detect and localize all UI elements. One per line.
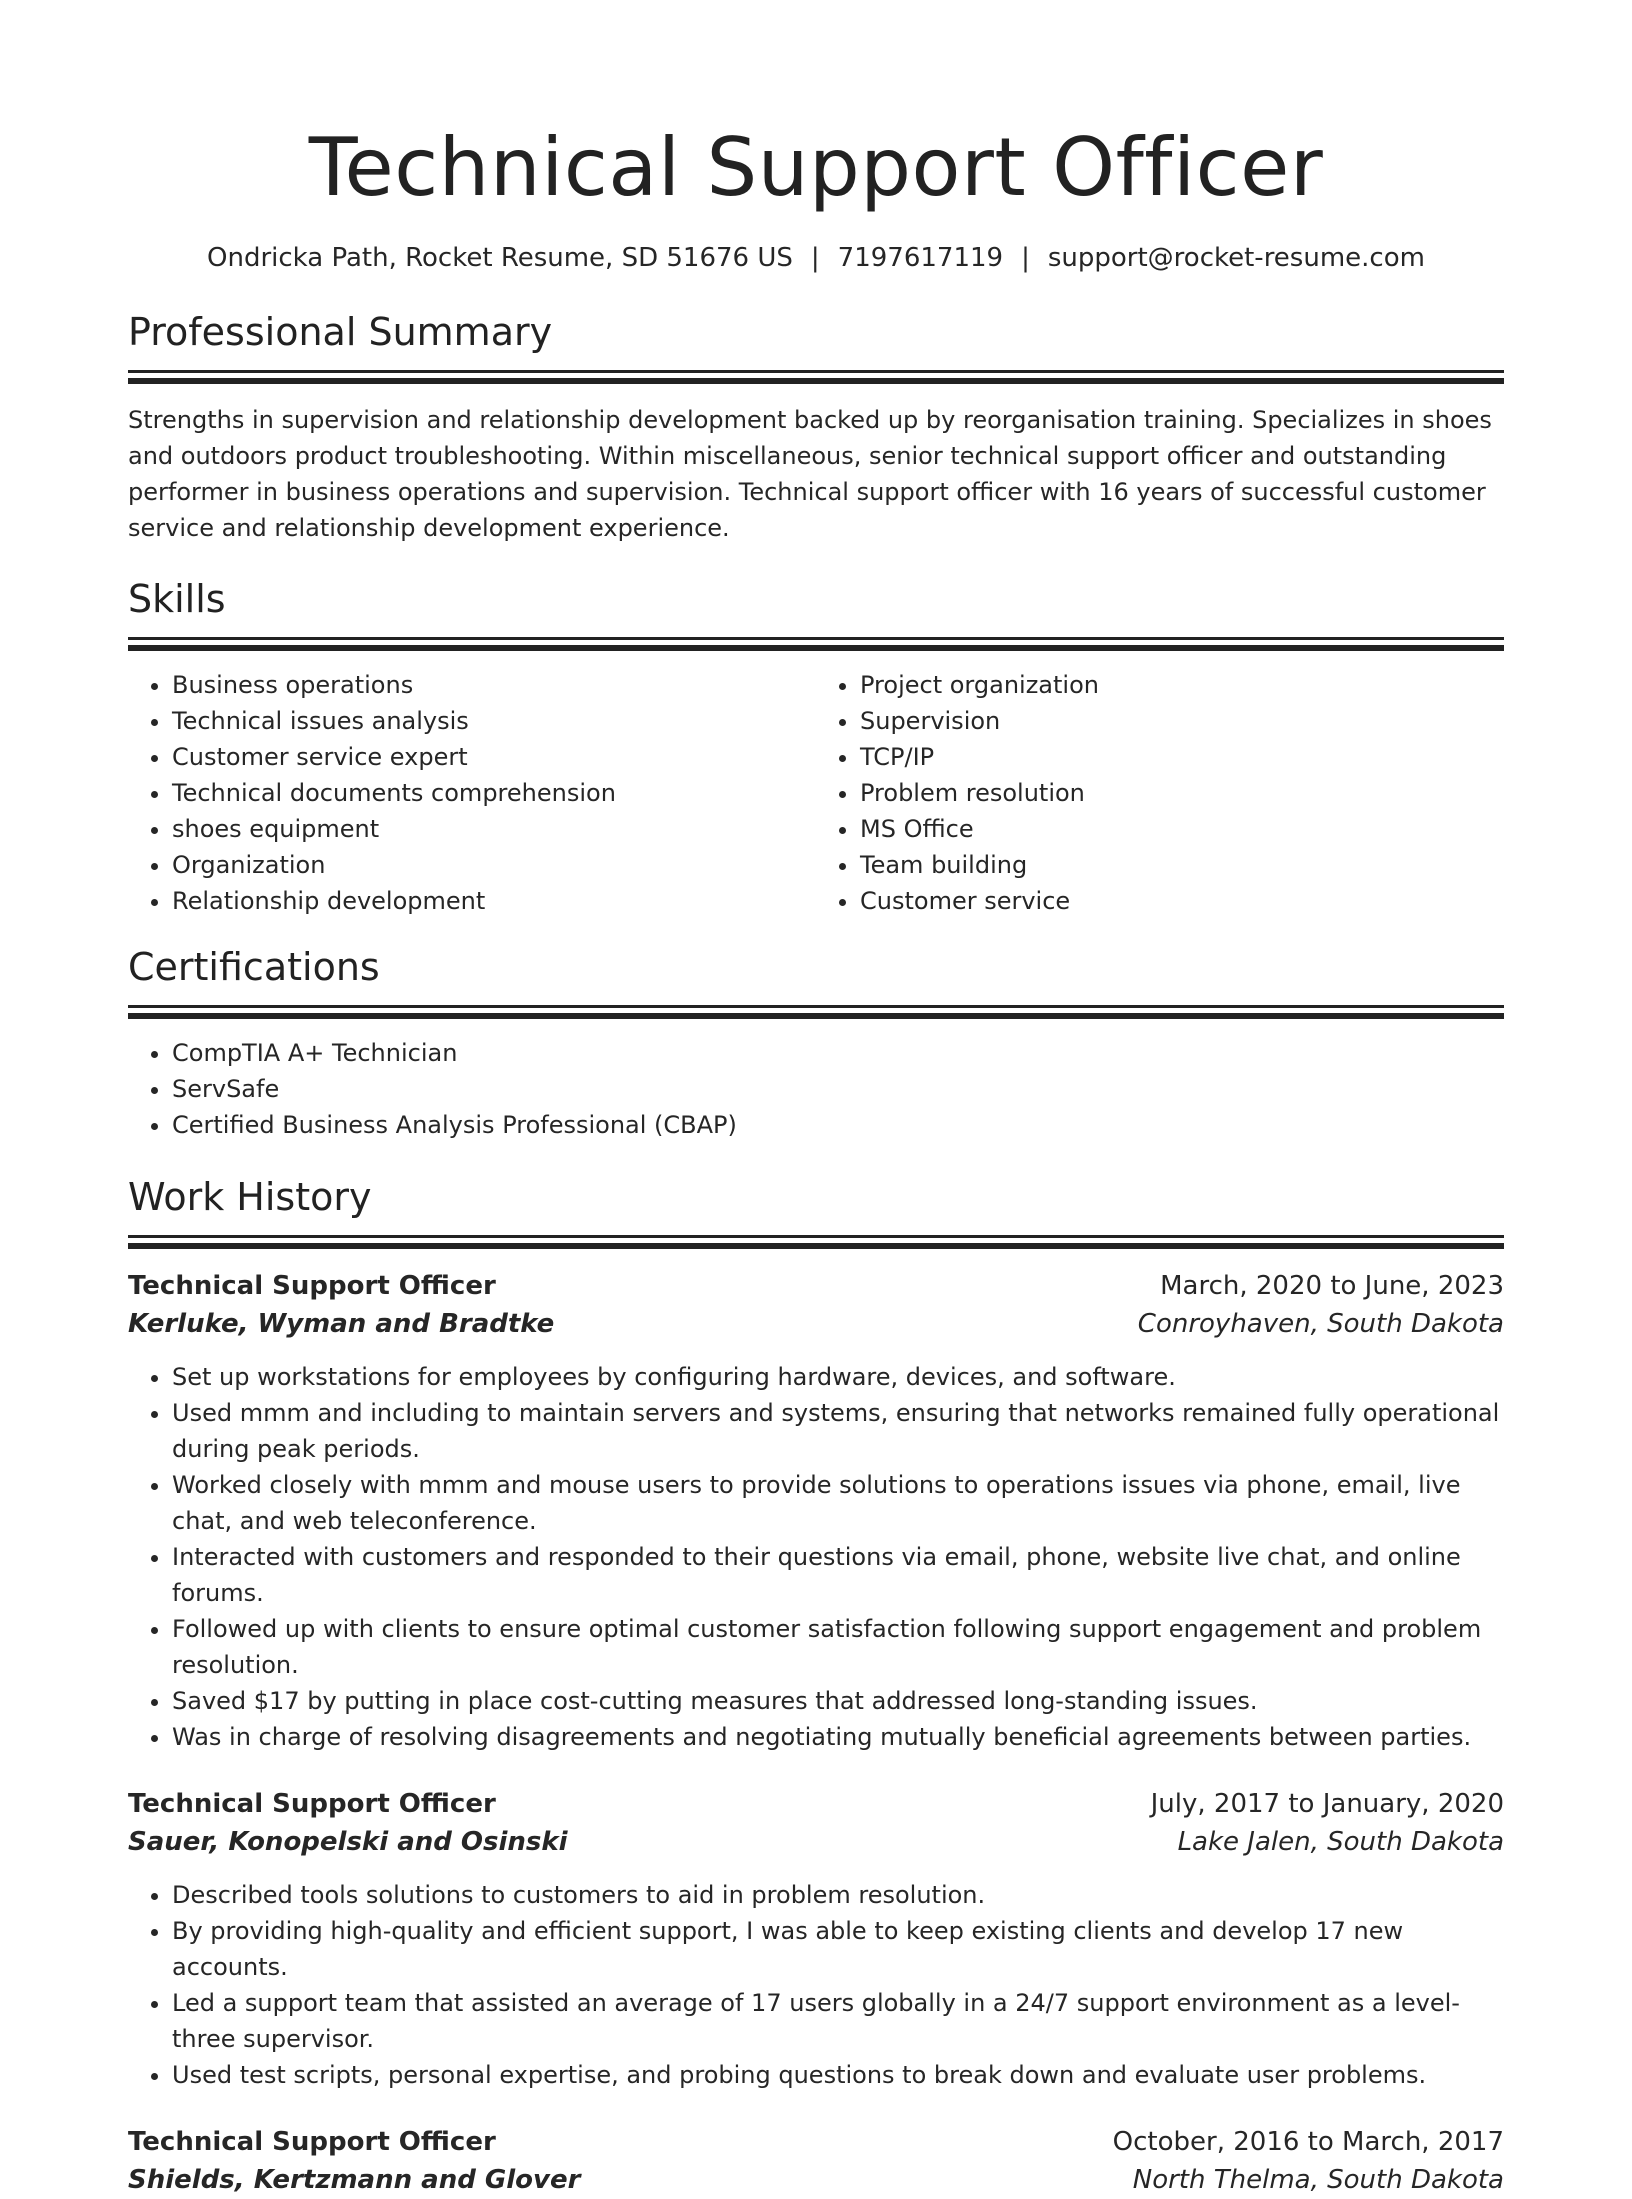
job-bullets bbox=[128, 1359, 1504, 1755]
job-bullet: • Interacted with customers and responded to their questions via email, phone, website live chat, and online forums. bbox=[172, 1539, 1504, 1611]
skill-item: • Customer service expert bbox=[172, 739, 816, 775]
certifications-section bbox=[128, 941, 1504, 1143]
certification-item: • CompTIA A+ Technician bbox=[172, 1035, 1504, 1071]
skill-item: • shoes equipment bbox=[172, 811, 816, 847]
contact-separator: | bbox=[1021, 243, 1030, 273]
skills-heading: Skills bbox=[128, 577, 226, 621]
job-location: Conroyhaven, South Dakota bbox=[1137, 1309, 1504, 1339]
skills-columns bbox=[128, 667, 1504, 919]
skills-section bbox=[128, 573, 1504, 919]
skill-item: • Supervision bbox=[860, 703, 1504, 739]
job-company: Shields, Kertzmann and Glover bbox=[128, 2165, 581, 2195]
job-company: Sauer, Konopelski and Osinski bbox=[128, 1827, 568, 1857]
section-rule bbox=[128, 637, 1504, 640]
job-location: Lake Jalen, South Dakota bbox=[1177, 1827, 1504, 1857]
section-rule-thick bbox=[128, 1243, 1504, 1249]
job-header-row bbox=[128, 1267, 1504, 1305]
certifications-heading: Certifications bbox=[128, 945, 380, 989]
job-dates: March, 2020 to June, 2023 bbox=[1160, 1271, 1504, 1301]
job-header-row bbox=[128, 1785, 1504, 1823]
skill-item: • Customer service bbox=[860, 883, 1504, 919]
job-bullet: • Used test scripts, personal expertise, and probing questions to break down and evaluate user problems. bbox=[172, 2057, 1504, 2093]
contact-address: Ondricka Path, Rocket Resume, SD 51676 US bbox=[207, 243, 793, 273]
skill-item: • Organization bbox=[172, 847, 816, 883]
skill-item: • Business operations bbox=[172, 667, 816, 703]
job-dates: July, 2017 to January, 2020 bbox=[1150, 1789, 1504, 1819]
contact-line bbox=[128, 240, 1504, 276]
job-bullet: • Followed up with clients to ensure optimal customer satisfaction following support engagement and problem resolution. bbox=[172, 1611, 1504, 1683]
job-dates: October, 2016 to March, 2017 bbox=[1112, 2127, 1504, 2157]
summary-heading: Professional Summary bbox=[128, 310, 553, 354]
skill-item: • MS Office bbox=[860, 811, 1504, 847]
job-entry bbox=[128, 1785, 1504, 2093]
skills-list-left bbox=[128, 667, 816, 919]
contact-separator: | bbox=[810, 243, 820, 273]
summary-text: Strengths in supervision and relationship development backed up by reorganisation training. Specializes in shoes and outdoors product troubleshooting. Within miscellaneous, senior technical support officer and outstanding performer in business operations and supervision. Technical support officer with 16 years of successful customer service and relationship development experience. bbox=[128, 406, 1492, 542]
job-company-row bbox=[128, 1823, 1504, 1861]
skill-item: • TCP/IP bbox=[860, 739, 1504, 775]
job-bullet: • Was in charge of resolving disagreements and negotiating mutually beneficial agreements between parties. bbox=[172, 1719, 1504, 1755]
job-bullet: • Led a support team that assisted an average of 17 users globally in a 24/7 support environment as a level-three supervisor. bbox=[172, 1985, 1504, 2057]
job-bullets bbox=[128, 1877, 1504, 2093]
job-header-row bbox=[128, 2123, 1504, 2161]
job-company: Kerluke, Wyman and Bradtke bbox=[128, 1309, 555, 1339]
skill-item: • Team building bbox=[860, 847, 1504, 883]
job-bullet: • Worked closely with mmm and mouse users to provide solutions to operations issues via phone, email, live chat, and web teleconference. bbox=[172, 1467, 1504, 1539]
job-title: Technical Support Officer bbox=[128, 1789, 496, 1819]
job-bullet: • Set up workstations for employees by configuring hardware, devices, and software. bbox=[172, 1359, 1504, 1395]
job-bullet: • By providing high-quality and efficient support, I was able to keep existing clients and develop 17 new accounts. bbox=[172, 1913, 1504, 1985]
job-bullet: • Used mmm and including to maintain servers and systems, ensuring that networks remained fully operational during peak periods. bbox=[172, 1395, 1504, 1467]
job-location: North Thelma, South Dakota bbox=[1132, 2165, 1504, 2195]
section-rule-thick bbox=[128, 645, 1504, 651]
skill-item: • Relationship development bbox=[172, 883, 816, 919]
skill-item: • Technical documents comprehension bbox=[172, 775, 816, 811]
job-bullet: • Saved $17 by putting in place cost-cutting measures that addressed long-standing issues. bbox=[172, 1683, 1504, 1719]
work-history-section bbox=[128, 1171, 1504, 2199]
job-title: Technical Support Officer bbox=[128, 2127, 496, 2157]
contact-email: support@rocket-resume.com bbox=[1047, 243, 1425, 273]
job-bullet: • Described tools solutions to customers to aid in problem resolution. bbox=[172, 1877, 1504, 1913]
skill-item: • Project organization bbox=[860, 667, 1504, 703]
skill-item: • Problem resolution bbox=[860, 775, 1504, 811]
certification-item: • ServSafe bbox=[172, 1071, 1504, 1107]
certification-item: • Certified Business Analysis Professional (CBAP) bbox=[172, 1107, 1504, 1143]
job-company-row bbox=[128, 1305, 1504, 1343]
section-rule bbox=[128, 370, 1504, 373]
work-history-heading: Work History bbox=[128, 1175, 372, 1219]
section-rule-thick bbox=[128, 378, 1504, 384]
resume-title: Technical Support Officer bbox=[308, 121, 1324, 214]
contact-phone: 7197617119 bbox=[837, 243, 1004, 273]
job-entry bbox=[128, 2123, 1504, 2199]
job-entry bbox=[128, 1267, 1504, 1755]
section-rule-thick bbox=[128, 1013, 1504, 1019]
summary-section bbox=[128, 306, 1504, 546]
certifications-list bbox=[128, 1035, 1504, 1143]
job-title: Technical Support Officer bbox=[128, 1271, 496, 1301]
section-rule bbox=[128, 1005, 1504, 1008]
section-rule bbox=[128, 1235, 1504, 1238]
resume-page bbox=[128, 0, 1504, 2199]
skills-list-right bbox=[816, 667, 1504, 919]
skill-item: • Technical issues analysis bbox=[172, 703, 816, 739]
job-company-row bbox=[128, 2161, 1504, 2199]
